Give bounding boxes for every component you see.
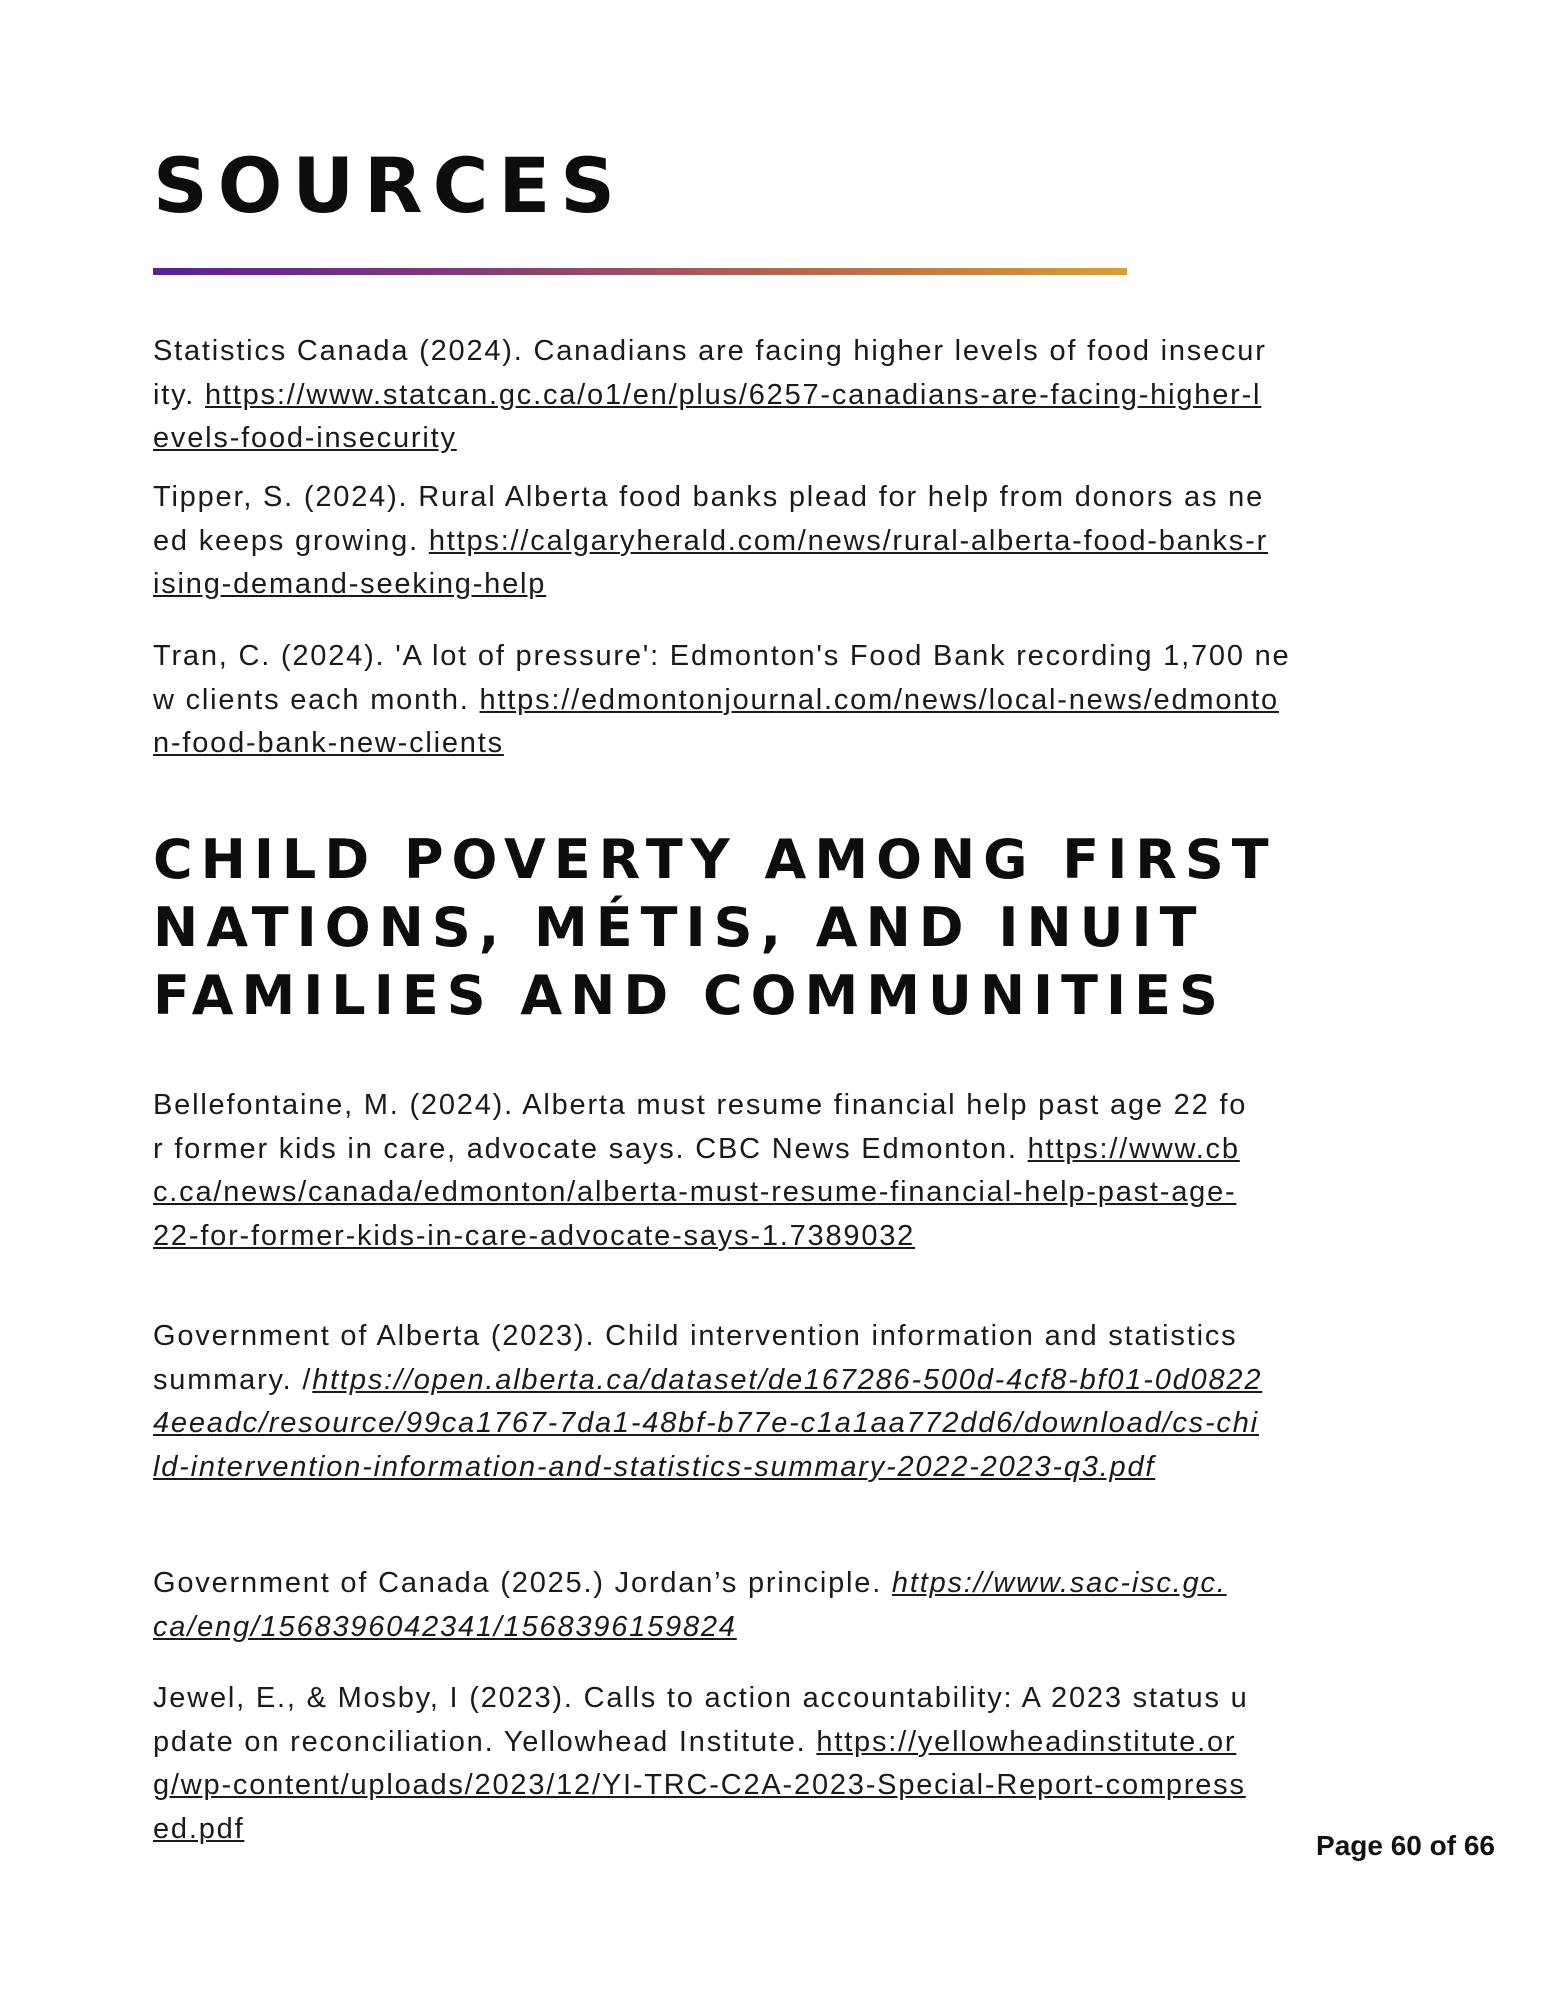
reference-tran — [153, 635, 1293, 766]
reference-link[interactable]: https://www.sac-isc.gc.ca/eng/1568396042341/1568396159824 — [153, 1567, 1227, 1643]
reference-bellefontaine — [153, 1084, 1253, 1258]
reference-link[interactable]: https://www.cbc.ca/news/canada/edmonton/alberta-must-resume-financial-help-past-age-22-for-former-kids-in-care-advocate-says-1.7389032 — [153, 1132, 1240, 1252]
reference-link[interactable]: https://edmontonjournal.com/news/local-news/edmonton-food-bank-new-clients — [153, 683, 1279, 759]
reference-text: Statistics Canada (2024). Canadians are facing higher levels of food insecurity. — [153, 335, 1267, 411]
reference-text: Tipper, S. (2024). Rural Alberta food banks plead for help from donors as need keeps growing. — [153, 481, 1265, 557]
reference-jewel — [153, 1677, 1253, 1851]
reference-link[interactable]: https://www.statcan.gc.ca/o1/en/plus/6257-canadians-are-facing-higher-levels-food-insecurity — [153, 378, 1262, 454]
reference-text: Government of Alberta (2023). Child intervention information and statistics summary. / — [153, 1320, 1238, 1396]
page-number: Page 60 of 66 — [1316, 1830, 1495, 1861]
reference-text: Tran, C. (2024). 'A lot of pressure': Edmonton's Food Bank recording 1,700 new clients each month. — [153, 640, 1291, 716]
reference-text: Government of Canada (2025.) Jordan’s principle. — [153, 1567, 892, 1599]
reference-statcan — [153, 330, 1273, 461]
reference-link[interactable]: https://open.alberta.ca/dataset/de167286-500d-4cf8-bf01-0d08224eeadc/resource/99ca1767-7da1-48bf-b77e-c1a1aa772dd6/download/cs-child-intervention-information-and-statistics-summary-2022-2023-q3.pdf — [153, 1363, 1263, 1483]
reference-tipper — [153, 476, 1273, 607]
reference-link[interactable]: https://yellowheadinstitute.org/wp-content/uploads/2023/12/YI-TRC-C2A-2023-Special-Report-compressed.pdf — [153, 1725, 1246, 1845]
reference-canada — [153, 1562, 1233, 1649]
reference-link[interactable]: https://calgaryherald.com/news/rural-alberta-food-banks-rising-demand-seeking-help — [153, 524, 1269, 600]
reference-text: Bellefontaine, M. (2024). Alberta must resume financial help past age 22 for former kids in care, advocate says. CBC News Edmonton. — [153, 1089, 1248, 1165]
reference-text: Jewel, E., & Mosby, I (2023). Calls to action accountability: A 2023 status update on reconciliation. Yellowhead Institute. — [153, 1682, 1249, 1758]
sources-heading: SOURCES — [153, 141, 626, 230]
child-poverty-heading: CHILD POVERTY AMONG FIRST NATIONS, MÉTIS, AND INUIT FAMILIES AND COMMUNITIES — [153, 828, 1277, 1027]
gradient-divider — [153, 268, 1127, 275]
reference-alberta — [153, 1315, 1263, 1489]
